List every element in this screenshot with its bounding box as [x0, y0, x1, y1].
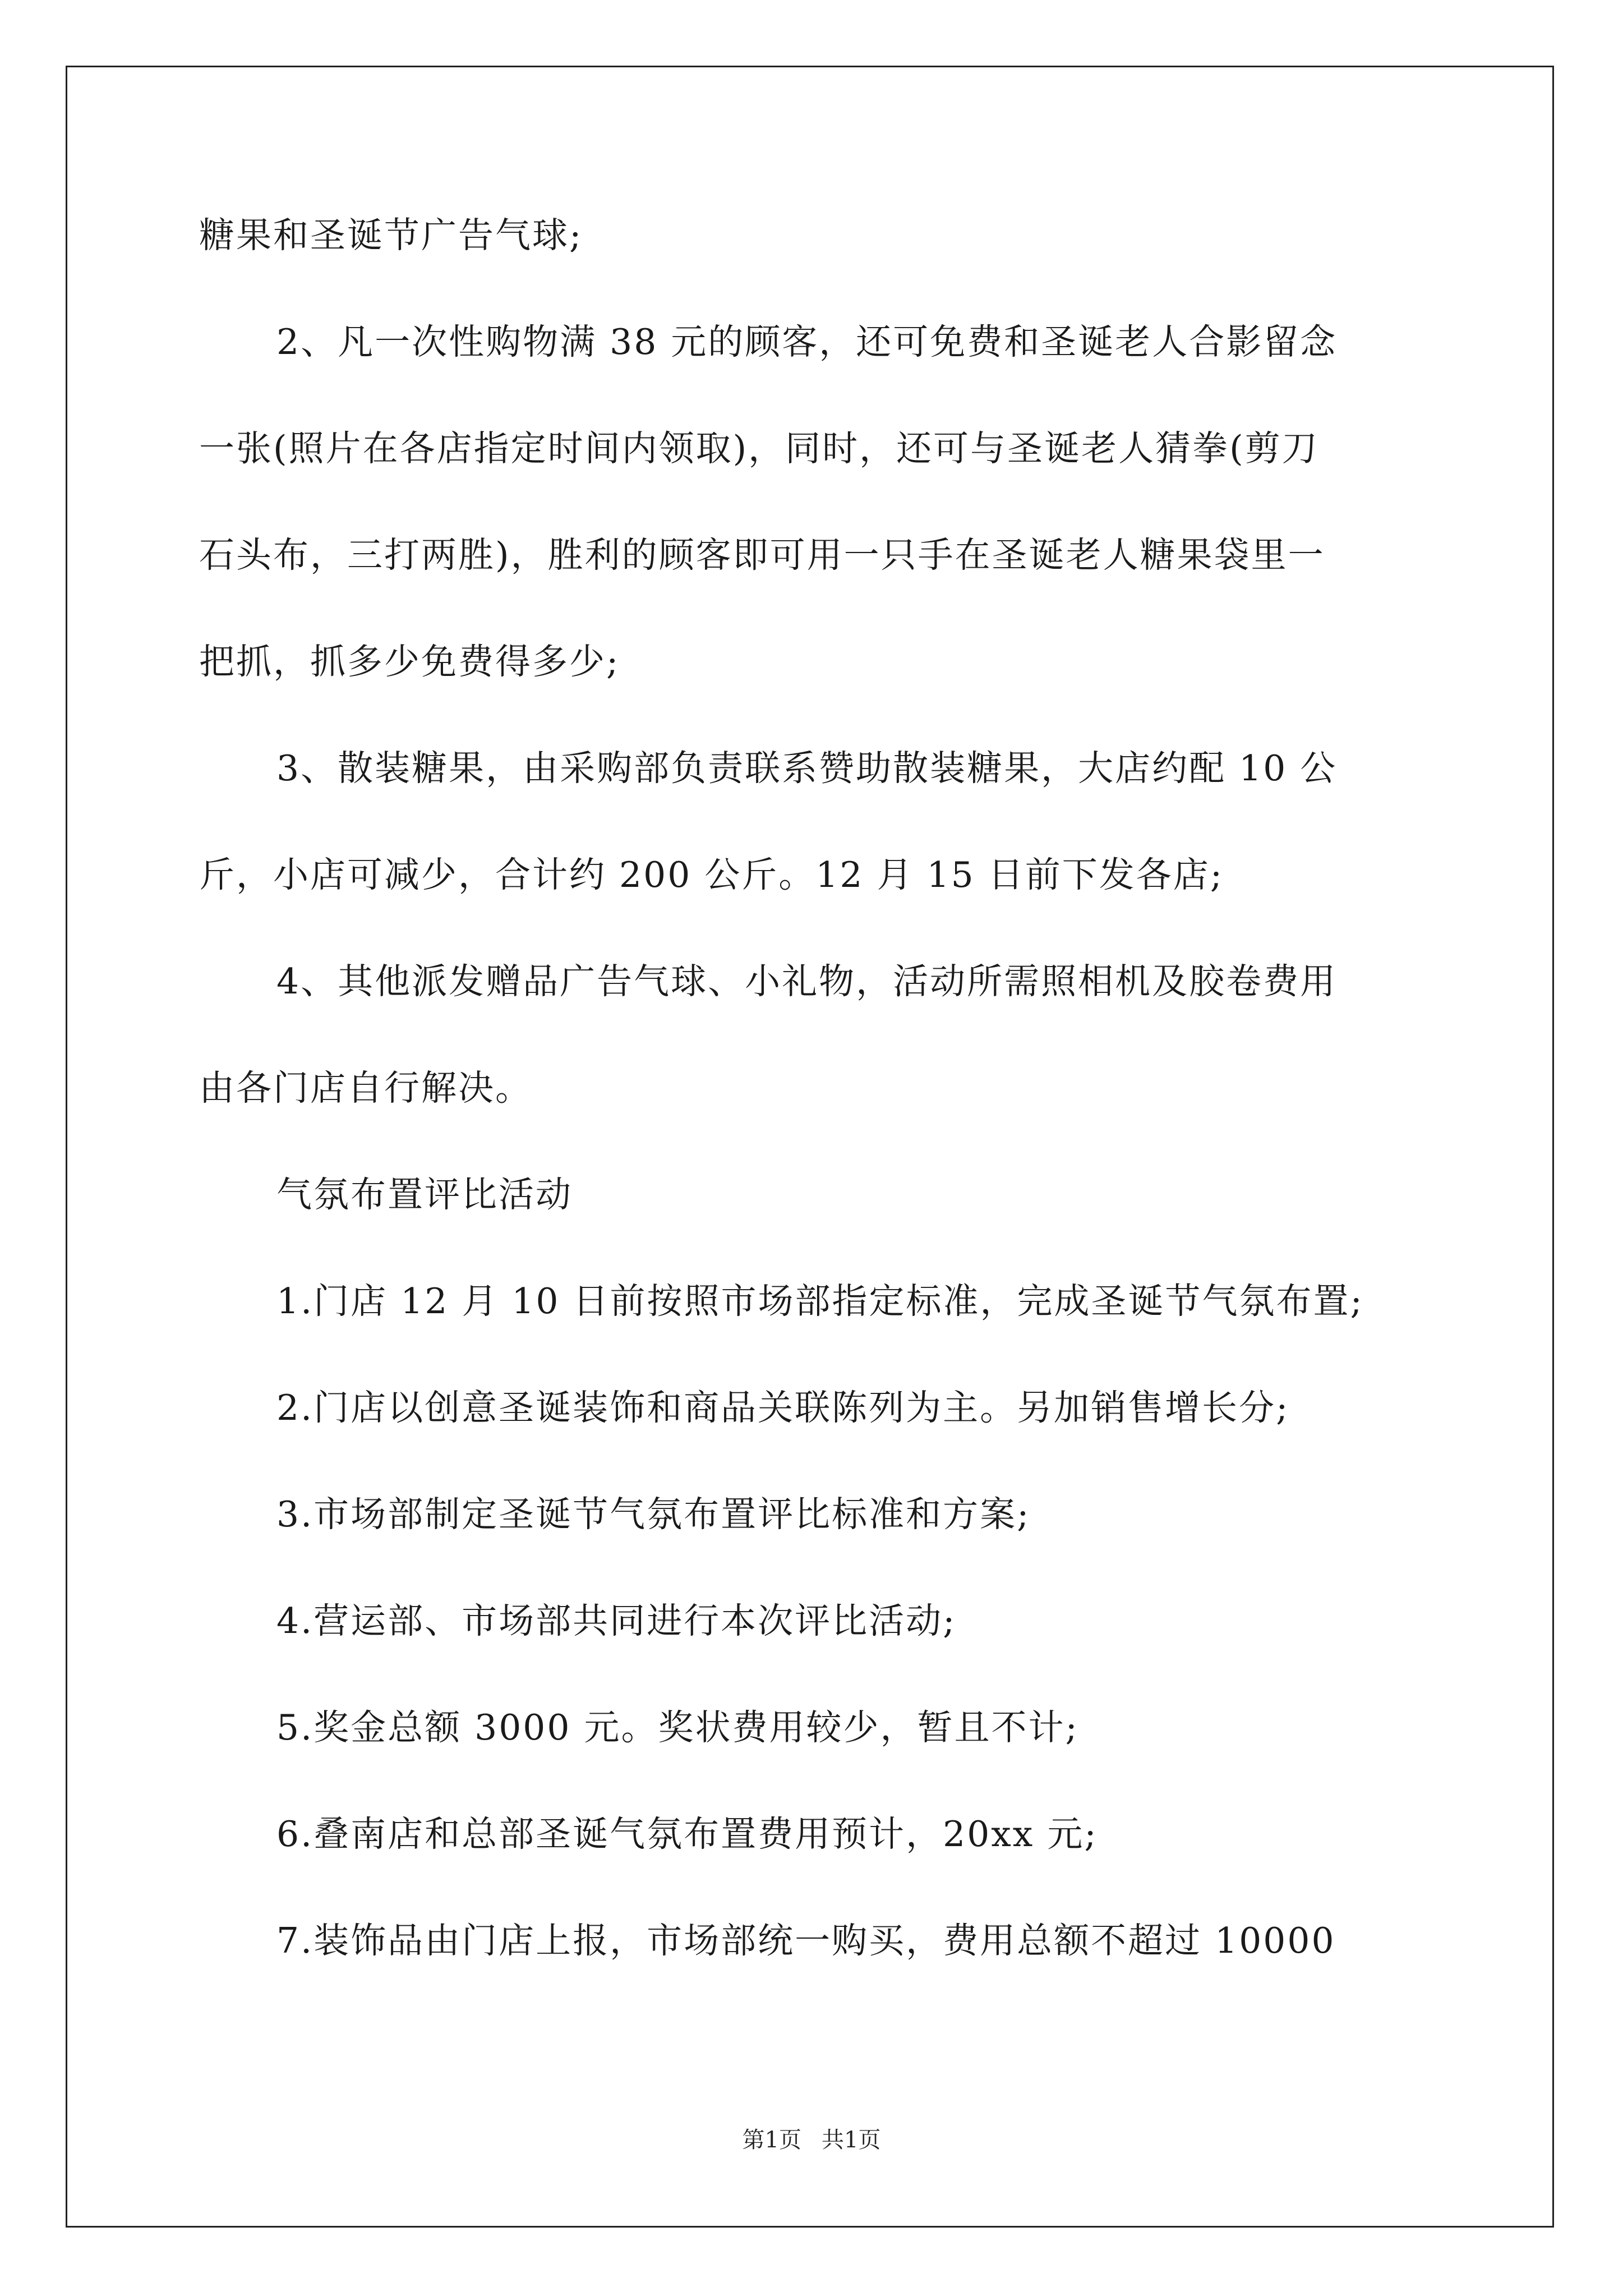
paragraph-line: 4、其他派发赠品广告气球、小礼物，活动所需照相机及胶卷费用: [276, 961, 1338, 1002]
list-item: 6.叠南店和总部圣诞气氛布置费用预计，20xx 元;: [276, 1814, 1098, 1855]
list-item: 2.门店以创意圣诞装饰和商品关联陈列为主。另加销售增长分;: [276, 1387, 1290, 1428]
paragraph-line: 3、散装糖果，由采购部负责联系赞助散装糖果，大店约配 10 公: [276, 748, 1338, 789]
list-item: 5.奖金总额 3000 元。奖状费用较少，暂且不计;: [276, 1707, 1079, 1748]
paragraph-line: 糖果和圣诞节广告气球;: [199, 215, 583, 256]
paragraph-line: 由各门店自行解决。: [199, 1068, 532, 1108]
page-number: 第1页: [742, 2127, 801, 2153]
page-footer: [0, 2122, 1623, 2154]
paragraph-line: 石头布，三打两胜)，胜利的顾客即可用一只手在圣诞老人糖果袋里一: [199, 535, 1325, 576]
list-item: 3.市场部制定圣诞节气氛布置评比标准和方案;: [276, 1494, 1031, 1535]
list-item: 7.装饰品由门店上报，市场部统一购买，费用总额不超过 10000: [276, 1920, 1336, 1961]
page-border: [66, 66, 1554, 2228]
list-item: 4.营运部、市场部共同进行本次评比活动;: [276, 1600, 957, 1641]
list-item: 1.门店 12 月 10 日前按照市场部指定标准，完成圣诞节气氛布置;: [276, 1281, 1364, 1322]
paragraph-line: 一张(照片在各店指定时间内领取)，同时，还可与圣诞老人猜拳(剪刀: [199, 428, 1319, 469]
paragraph-line: 把抓，抓多少免费得多少;: [199, 641, 620, 682]
paragraph-line: 斤，小店可减少，合计约 200 公斤。12 月 15 日前下发各店;: [199, 854, 1224, 895]
page-total: 共1页: [822, 2127, 881, 2153]
paragraph-line: 2、凡一次性购物满 38 元的顾客，还可免费和圣诞老人合影留念: [276, 321, 1338, 362]
section-heading: 气氛布置评比活动: [276, 1174, 573, 1215]
